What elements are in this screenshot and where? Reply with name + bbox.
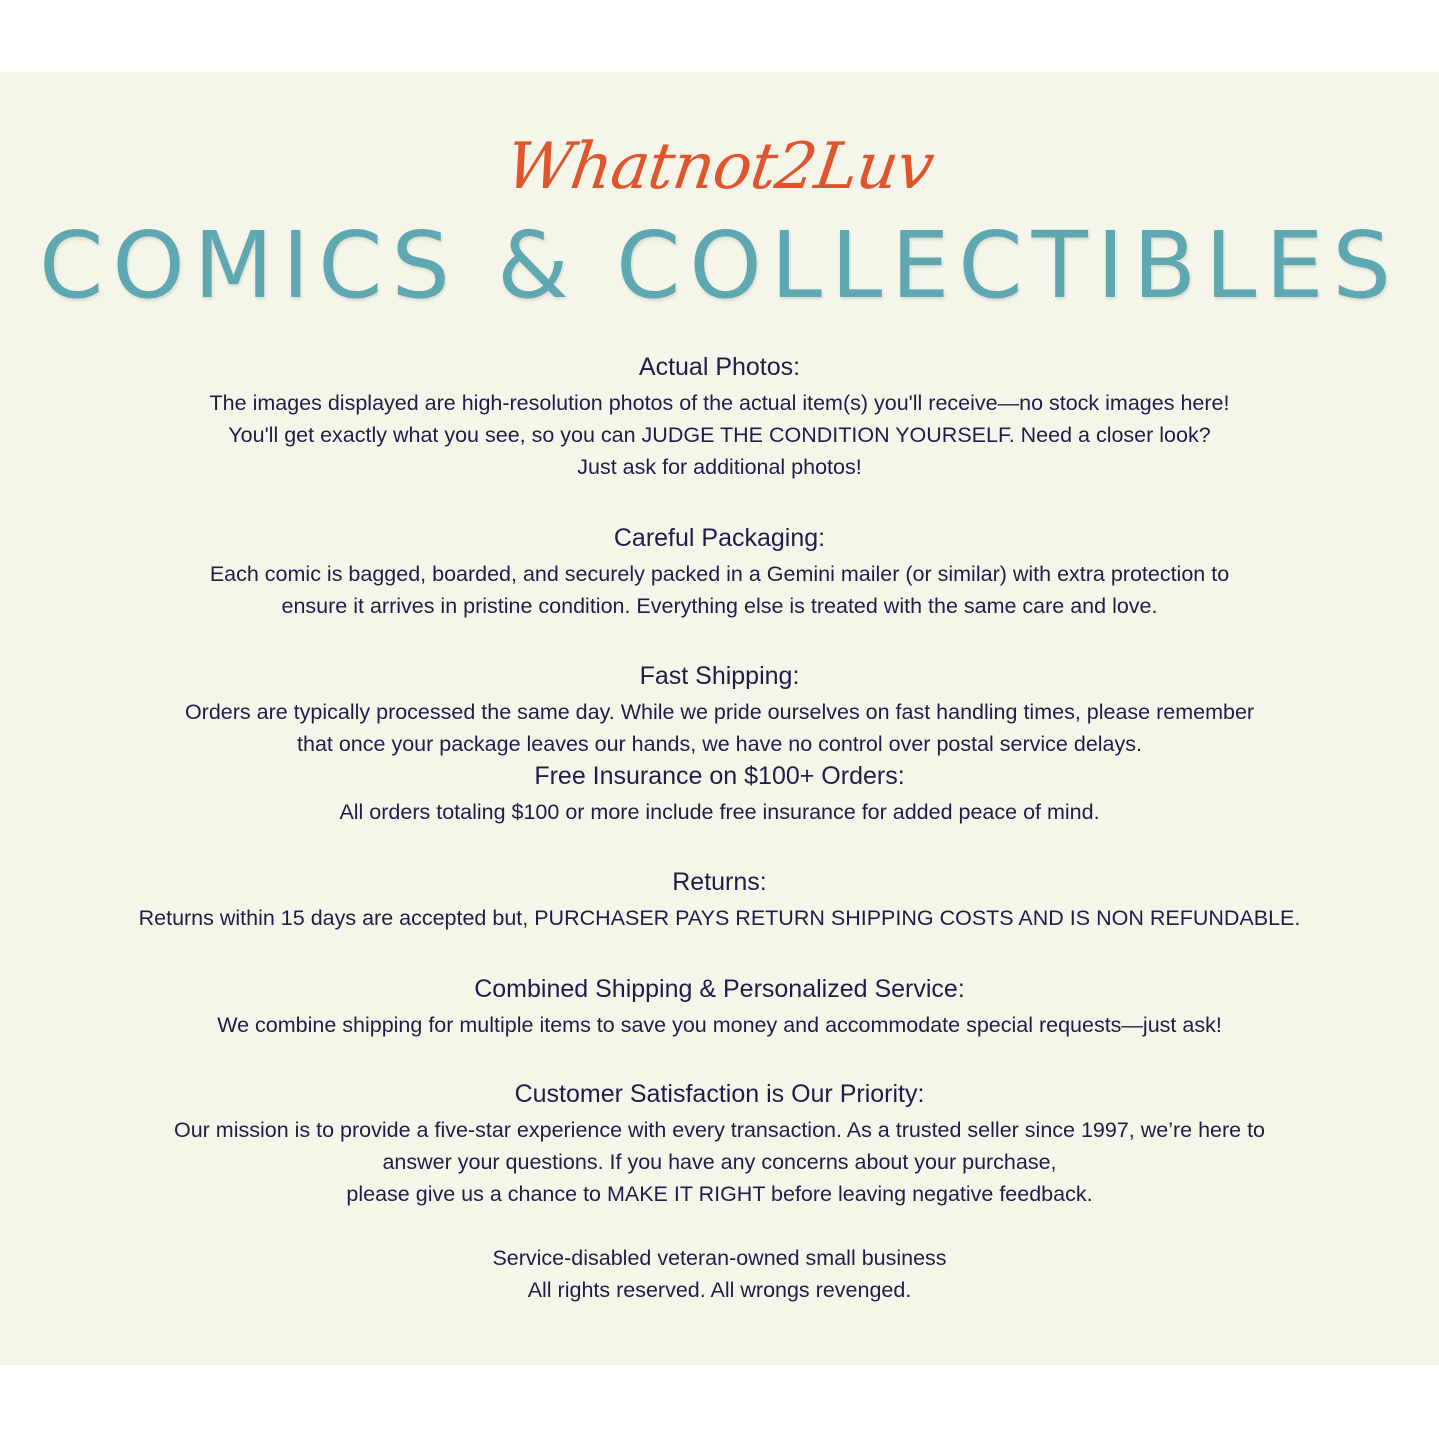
section-line: Just ask for additional photos! <box>577 455 862 479</box>
section-line: answer your questions. If you have any concerns about your purchase, <box>382 1150 1057 1174</box>
section-line: Returns within 15 days are accepted but, PURCHASER PAYS RETURN SHIPPING COSTS AND IS NON REFUNDABLE. <box>138 906 1301 930</box>
section-combined-shipping <box>0 973 1439 1041</box>
footer-line: Service-disabled veteran-owned small business <box>492 1246 947 1270</box>
section-line: The images displayed are high-resolution photos of the actual item(s) you'll receive—no stock images here! <box>209 391 1230 415</box>
info-panel <box>0 72 1439 1365</box>
section-title: Returns: <box>672 868 767 896</box>
section-title: Actual Photos: <box>638 353 801 381</box>
section-line: All orders totaling $100 or more include free insurance for added peace of mind. <box>339 800 1100 824</box>
footer <box>0 1242 1439 1306</box>
section-line: please give us a chance to MAKE IT RIGHT before leaving negative feedback. <box>346 1182 1093 1206</box>
section-line: ensure it arrives in pristine condition. Everything else is treated with the same care and love. <box>281 594 1158 618</box>
section-customer-satisfaction <box>0 1078 1439 1210</box>
section-title: Free Insurance on $100+ Orders: <box>534 762 905 790</box>
footer-line: All rights reserved. All wrongs revenged. <box>527 1278 912 1302</box>
section-title: Fast Shipping: <box>639 662 800 690</box>
section-title: Careful Packaging: <box>613 524 826 552</box>
section-line: Each comic is bagged, boarded, and securely packed in a Gemini mailer (or similar) with extra protection to <box>209 562 1230 586</box>
section-line: We combine shipping for multiple items to save you money and accommodate special requests—just ask! <box>217 1013 1222 1037</box>
section-line: Our mission is to provide a five-star experience with every transaction. As a trusted seller since 1997, we’re here to <box>173 1118 1266 1142</box>
section-title: Combined Shipping & Personalized Service: <box>474 975 965 1003</box>
section-title: Customer Satisfaction is Our Priority: <box>514 1080 925 1108</box>
brand-script-logo: Whatnot2Luv <box>501 130 938 204</box>
section-line: Orders are typically processed the same day. While we pride ourselves on fast handling times, please remember <box>184 700 1255 724</box>
section-returns <box>0 866 1439 934</box>
section-free-insurance <box>0 760 1439 828</box>
section-line: that once your package leaves our hands, we have no control over postal service delays. <box>297 732 1142 756</box>
section-line: You'll get exactly what you see, so you can JUDGE THE CONDITION YOURSELF. Need a closer look? <box>228 423 1211 447</box>
section-fast-shipping <box>0 660 1439 760</box>
section-actual-photos <box>0 351 1439 483</box>
brand-headline: COMICS & COLLECTIBLES <box>39 212 1400 319</box>
section-careful-packaging <box>0 522 1439 622</box>
